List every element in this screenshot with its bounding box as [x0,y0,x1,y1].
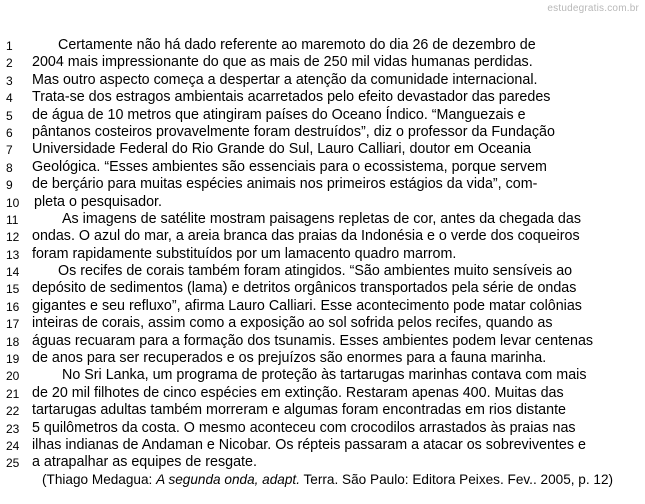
line-text: foram rapidamente substituídos por um lamacento quadro marrom. [32,245,457,262]
line-text: Trata-se dos estragos ambientais acarretados pelo efeito devastador das paredes [32,89,551,106]
line-text: pântanos costeiros provavelmente foram destruídos”, diz o professor da Fundação [32,123,555,140]
line-number: 15 [6,282,20,297]
line-number: 19 [6,352,20,367]
text-line [0,37,645,54]
line-number: 14 [6,265,20,280]
line-number: 23 [6,421,20,436]
line-text: Universidade Federal do Rio Grande do Sul, Lauro Calliari, doutor em Oceania [32,141,532,158]
line-text: depósito de sedimentos (lama) e detritos orgânicos transportados pela série de ondas [32,280,577,297]
line-text: gigantes e seu refluxo”, afirma Lauro Calliari. Esse acontecimento pode matar colônias [32,297,582,314]
text-line [0,298,645,315]
line-number: 22 [6,404,20,419]
line-text: 2004 mais impressionante do que as mais de 250 mil vidas humanas perdidas. [32,54,533,71]
line-text: ilhas indianas de Andaman e Nicobar. Os répteis passaram a atacar os sobreviventes e [32,436,586,453]
line-number: 10 [6,195,20,210]
text-line [0,228,645,245]
text-line [0,141,645,158]
line-text: tartarugas adultas também morreram e algumas foram encontradas em rios distante [32,402,566,419]
line-text: ondas. O azul do mar, a areia branca das praias da Indonésia e o verde dos coqueiros [32,228,580,245]
line-number: 11 [6,212,19,227]
article-text [0,37,645,472]
line-number: 17 [6,317,20,332]
line-text: de água de 10 metros que atingiram países do Oceano Índico. “Manguezais e [32,106,526,123]
line-number: 2 [6,56,13,71]
line-number: 5 [6,108,13,123]
text-line [0,72,645,89]
line-text: pleta o pesquisador. [34,193,162,210]
line-number: 24 [6,438,20,453]
line-text: As imagens de satélite mostram paisagens repletas de cor, antes da chegada das [62,210,581,227]
text-line [0,367,645,384]
watermark-text: estudegratis.com.br [547,3,639,14]
line-text: águas recuaram para a formação dos tsunamis. Esses ambientes podem levar centenas [32,332,594,349]
line-number: 6 [6,125,13,140]
line-text: a atrapalhar as equipes de resgate. [32,454,257,471]
source-citation [42,472,613,487]
text-line [0,194,645,211]
line-number: 12 [6,230,20,245]
text-line [0,315,645,332]
text-line [0,420,645,437]
line-number: 8 [6,160,13,175]
text-line [0,350,645,367]
text-line [0,89,645,106]
text-line [0,246,645,263]
text-line [0,211,645,228]
source-prefix: (Thiago Medagua: [42,472,157,487]
line-number: 13 [6,247,20,262]
text-line [0,385,645,402]
line-text: 5 quilômetros da costa. O mesmo aconteceu com crocodilos arrastados às praias nas [32,419,576,436]
text-line [0,176,645,193]
line-text: de anos para ser recuperados e os prejuízos são enormes para a fauna marinha. [32,350,547,367]
source-suffix: Terra. São Paulo: Editora Peixes. Fev.. 2005, p. 12) [299,472,614,487]
text-line [0,124,645,141]
text-line [0,107,645,124]
line-text: Geológica. “Esses ambientes são essenciais para o ecossistema, porque servem [32,158,547,175]
line-number: 16 [6,299,20,314]
line-text: Os recifes de corais também foram atingidos. “São ambientes muito sensíveis ao [58,263,573,280]
text-line [0,54,645,71]
source-title: A segunda onda, adapt. [156,472,300,487]
line-number: 3 [6,73,13,88]
line-text: de 20 mil filhotes de cinco espécies em extinção. Restaram apenas 400. Muitas das [32,384,564,401]
text-line [0,280,645,297]
text-line [0,333,645,350]
line-text: de berçário para muitas espécies animais nos primeiros estágios da vida”, com- [32,176,538,193]
line-text: inteiras de corais, assim como a exposição ao sol sofrida pelos recifes, quando as [32,315,553,332]
text-line [0,263,645,280]
line-number: 4 [6,91,13,106]
text-line [0,454,645,471]
line-text: Certamente não há dado referente ao maremoto do dia 26 de dezembro de [58,37,536,53]
line-text: Mas outro aspecto começa a despertar a atenção da comunidade internacional. [32,71,538,88]
text-line [0,402,645,419]
text-line [0,159,645,176]
text-line [0,437,645,454]
line-text: No Sri Lanka, um programa de proteção às tartarugas marinhas contava com mais [62,367,587,384]
line-number: 9 [6,178,13,193]
line-number: 20 [6,369,20,384]
line-number: 18 [6,334,20,349]
line-number: 25 [6,456,20,471]
line-number: 1 [6,39,13,53]
line-number: 7 [6,143,13,158]
line-number: 21 [6,386,20,401]
